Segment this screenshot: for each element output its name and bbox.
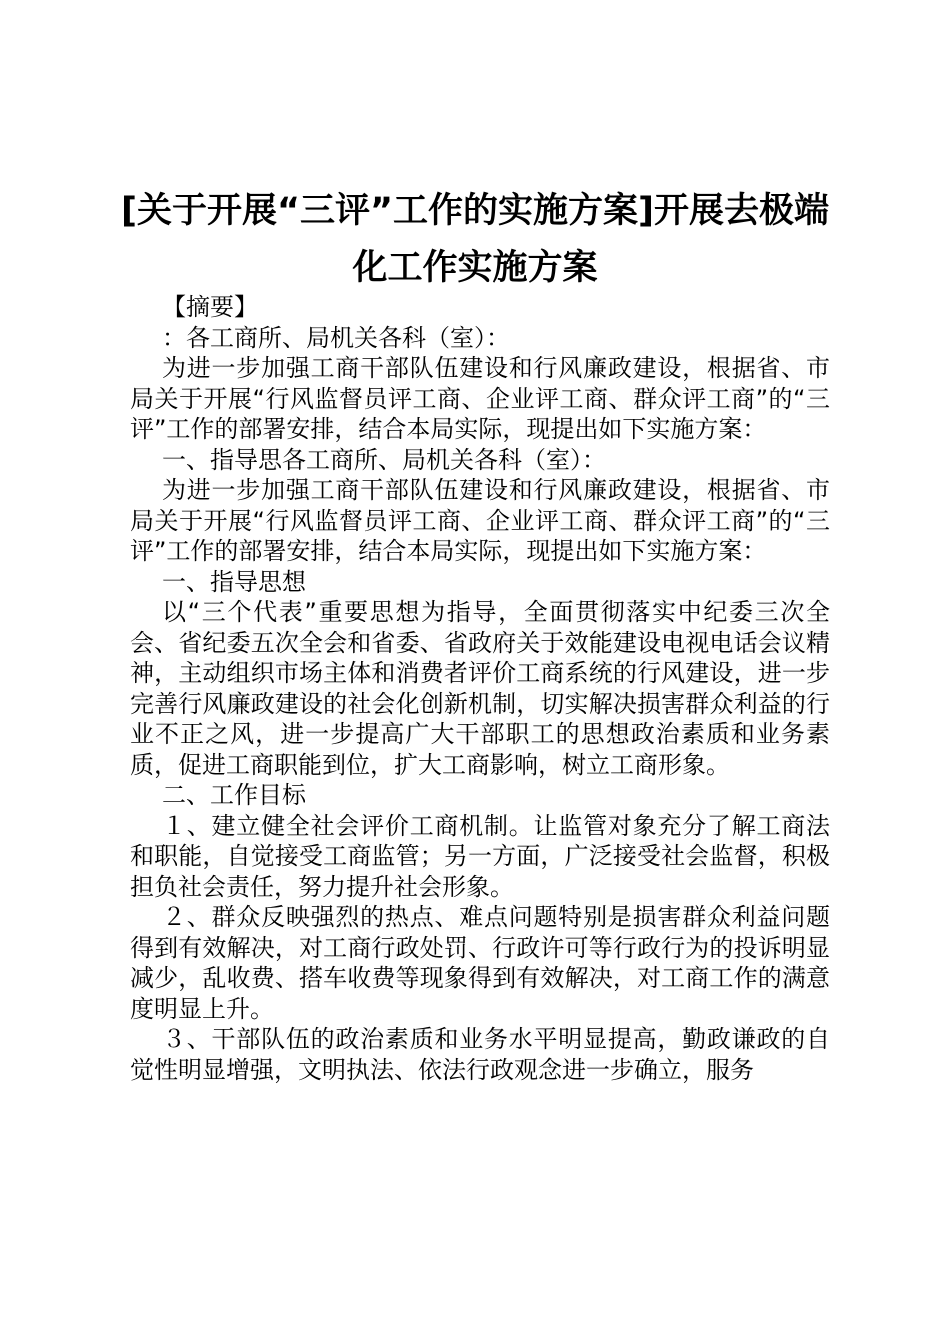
document-body: [130, 292, 830, 1085]
body-paragraph: １、建立健全社会评价工商机制。让监管对象充分了解工商法和职能，自觉接受工商监管；另一方面，广泛接受社会监督，积极担负社会责任，努力提升社会形象。: [130, 811, 830, 901]
body-paragraph: ２、群众反映强烈的热点、难点问题特别是损害群众利益问题得到有效解决，对工商行政处罚、行政许可等行政行为的投诉明显减少，乱收费、搭车收费等现象得到有效解决，对工商工作的满意度明显上升。: [130, 903, 830, 1023]
document-title-line-1: [关于开展“三评”工作的实施方案]开展去极端: [121, 191, 829, 231]
section-heading: 一、指导思各工商所、局机关各科（室）：: [162, 445, 606, 474]
body-paragraph: 以“三个代表”重要思想为指导，全面贯彻落实中纪委三次全会、省纪委五次全会和省委、省政府关于效能建设电视电话会议精神，主动组织市场主体和消费者评价工商系统的行风建设，进一步完善行风廉政建设的社会化创新机制，切实解决损害群众利益的行业不正之风，进一步提高广大干部职工的思想政治素质和业务素质，促进工商职能到位，扩大工商影响，树立工商形象。: [130, 598, 830, 779]
addressee-line: ：各工商所、局机关各科（室）：: [162, 323, 510, 352]
document-title-line-2: 化工作实施方案: [352, 248, 598, 288]
abstract-heading: 【摘要】: [162, 293, 258, 321]
body-paragraph: 为进一步加强工商干部队伍建设和行风廉政建设，根据省、市局关于开展“行风监督员评工商、企业评工商、群众评工商”的“三评”工作的部署安排，结合本局实际，现提出如下实施方案：: [130, 354, 830, 443]
body-paragraph: 为进一步加强工商干部队伍建设和行风廉政建设，根据省、市局关于开展“行风监督员评工商、企业评工商、群众评工商”的“三评”工作的部署安排，结合本局实际，现提出如下实施方案：: [130, 476, 830, 565]
section-heading: 二、工作目标: [162, 781, 306, 809]
section-heading: 一、指导思想: [162, 567, 306, 596]
body-paragraph: ３、干部队伍的政治素质和业务水平明显提高，勤政谦政的自觉性明显增强，文明执法、依法行政观念进一步确立，服务: [130, 1025, 830, 1084]
